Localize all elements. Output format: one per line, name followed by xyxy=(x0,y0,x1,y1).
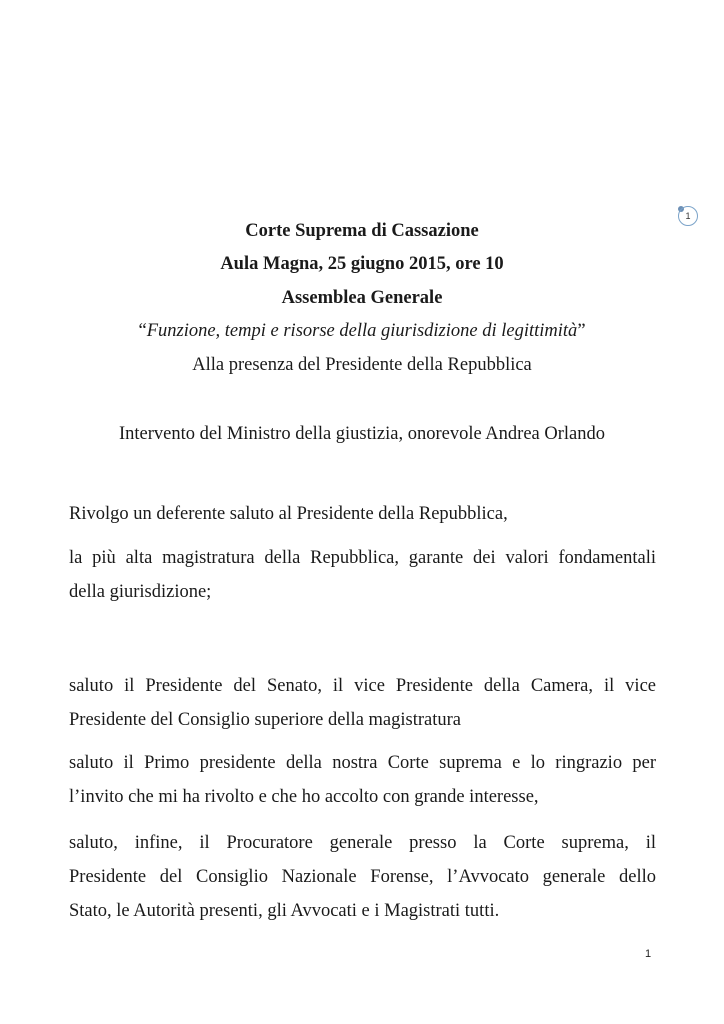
paragraph-greeting xyxy=(69,497,656,531)
text-line: Presidente del Consiglio superiore della magistratura xyxy=(69,710,461,730)
text-line: Rivolgo un deferente saluto al Presidente della Repubblica, xyxy=(69,504,508,524)
quote-close: ” xyxy=(577,321,586,341)
text-line: Stato, le Autorità presenti, gli Avvocati e i Magistrati tutti. xyxy=(69,901,500,921)
court-heading: Corte Suprema di Cassazione xyxy=(245,221,479,241)
presence-line: Alla presenza del Presidente della Repubblica xyxy=(192,355,532,375)
text-line: l’invito che mi ha rivolto e che ho accolto con grande interesse, xyxy=(69,787,539,807)
paragraph-first-president xyxy=(69,746,656,814)
speaker-line: Intervento del Ministro della giustizia, onorevole Andrea Orlando xyxy=(118,424,605,444)
text-line: la più alta magistratura della Repubblica, garante dei valori fondamentali xyxy=(69,548,656,568)
text-line: saluto il Primo presidente della nostra Corte suprema e lo ringrazio per xyxy=(69,753,656,773)
text-line: saluto, infine, il Procuratore generale presso la Corte suprema, il xyxy=(69,833,656,853)
quote-open: “ xyxy=(138,321,147,341)
page-number: 1 xyxy=(645,948,652,960)
paragraph-senate xyxy=(69,669,656,737)
assembly-heading: Assemblea Generale xyxy=(281,288,443,308)
text-line: saluto il Presidente del Senato, il vice Presidente della Camera, il vice xyxy=(69,676,656,696)
theme-title xyxy=(0,321,724,342)
venue-heading: Aula Magna, 25 giugno 2015, ore 10 xyxy=(220,254,504,274)
theme-text: Funzione, tempi e risorse della giurisdizione di legittimità xyxy=(146,321,578,341)
text-line: Presidente del Consiglio Nazionale Forense, l’Avvocato generale dello xyxy=(69,867,656,887)
paragraph-prosecutor xyxy=(69,826,656,928)
paragraph-magistracy xyxy=(69,541,656,609)
text-line: della giurisdizione; xyxy=(69,582,212,602)
comment-badge[interactable]: 1 xyxy=(678,206,698,226)
